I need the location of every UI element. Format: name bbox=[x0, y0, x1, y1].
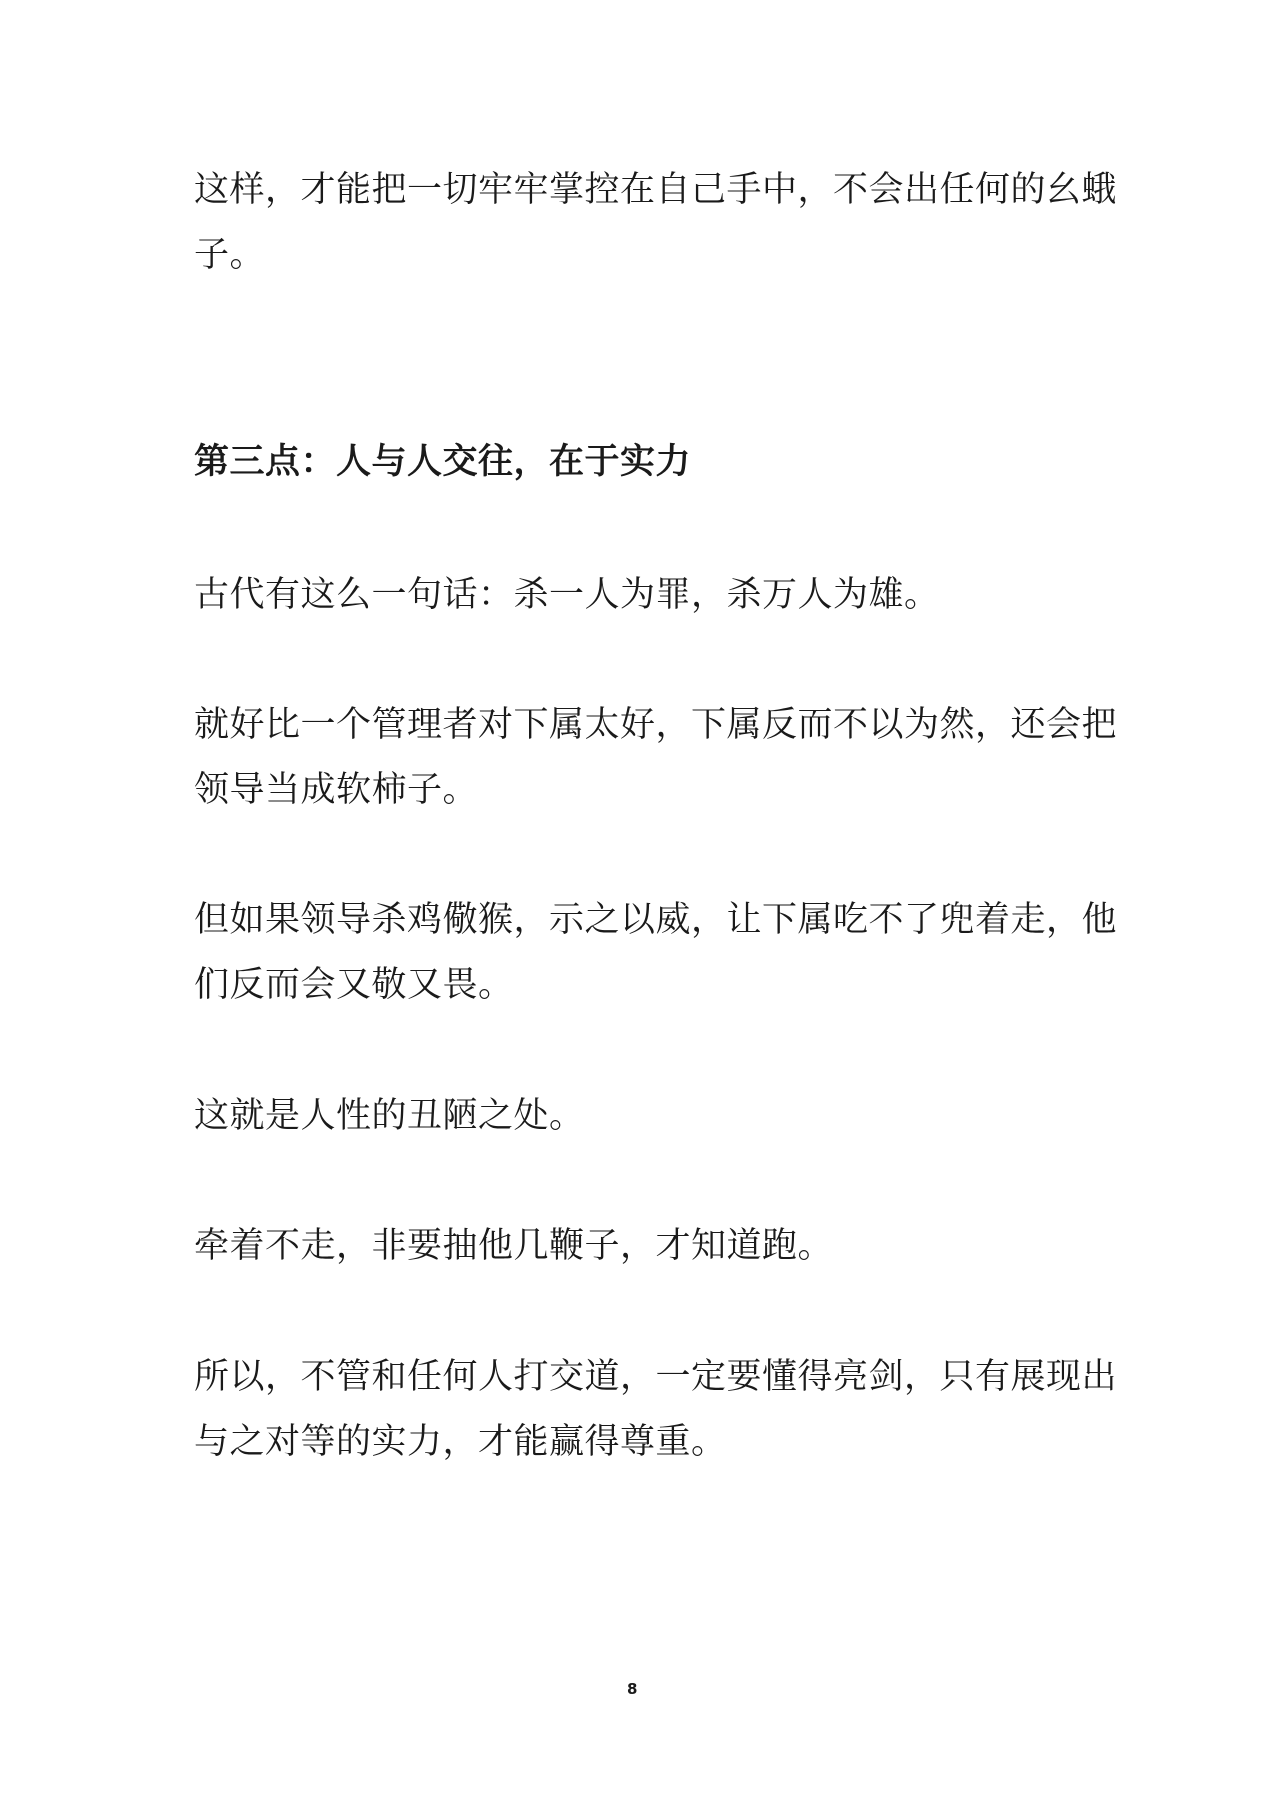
paragraph-line: 这就是人性的丑陋之处。 bbox=[194, 1096, 585, 1136]
paragraph-line: 牵着不走，非要抽他几鞭子，才知道跑。 bbox=[194, 1226, 834, 1266]
paragraph-line: 领导当成软柿子。 bbox=[194, 770, 479, 810]
section-heading: 第三点：人与人交往，在于实力 bbox=[194, 442, 692, 482]
paragraph-line: 古代有这么一句话：杀一人为罪，杀万人为雄。 bbox=[194, 575, 940, 615]
paragraph-line: 们反而会又敬又畏。 bbox=[194, 965, 514, 1005]
paragraph-line: 但如果领导杀鸡儆猴，示之以威，让下属吃不了兜着走，他 bbox=[194, 900, 1118, 940]
page-number: 8 bbox=[627, 1680, 638, 1698]
paragraph-line: 所以，不管和任何人打交道，一定要懂得亮剑，只有展现出 bbox=[194, 1357, 1118, 1397]
paragraph-line: 与之对等的实力，才能赢得尊重。 bbox=[194, 1422, 727, 1462]
paragraph-line: 子。 bbox=[194, 235, 266, 275]
paragraph-line: 就好比一个管理者对下属太好，下属反而不以为然，还会把 bbox=[194, 705, 1118, 745]
paragraph-line: 这样，才能把一切牢牢掌控在自己手中，不会出任何的幺蛾 bbox=[194, 170, 1118, 210]
